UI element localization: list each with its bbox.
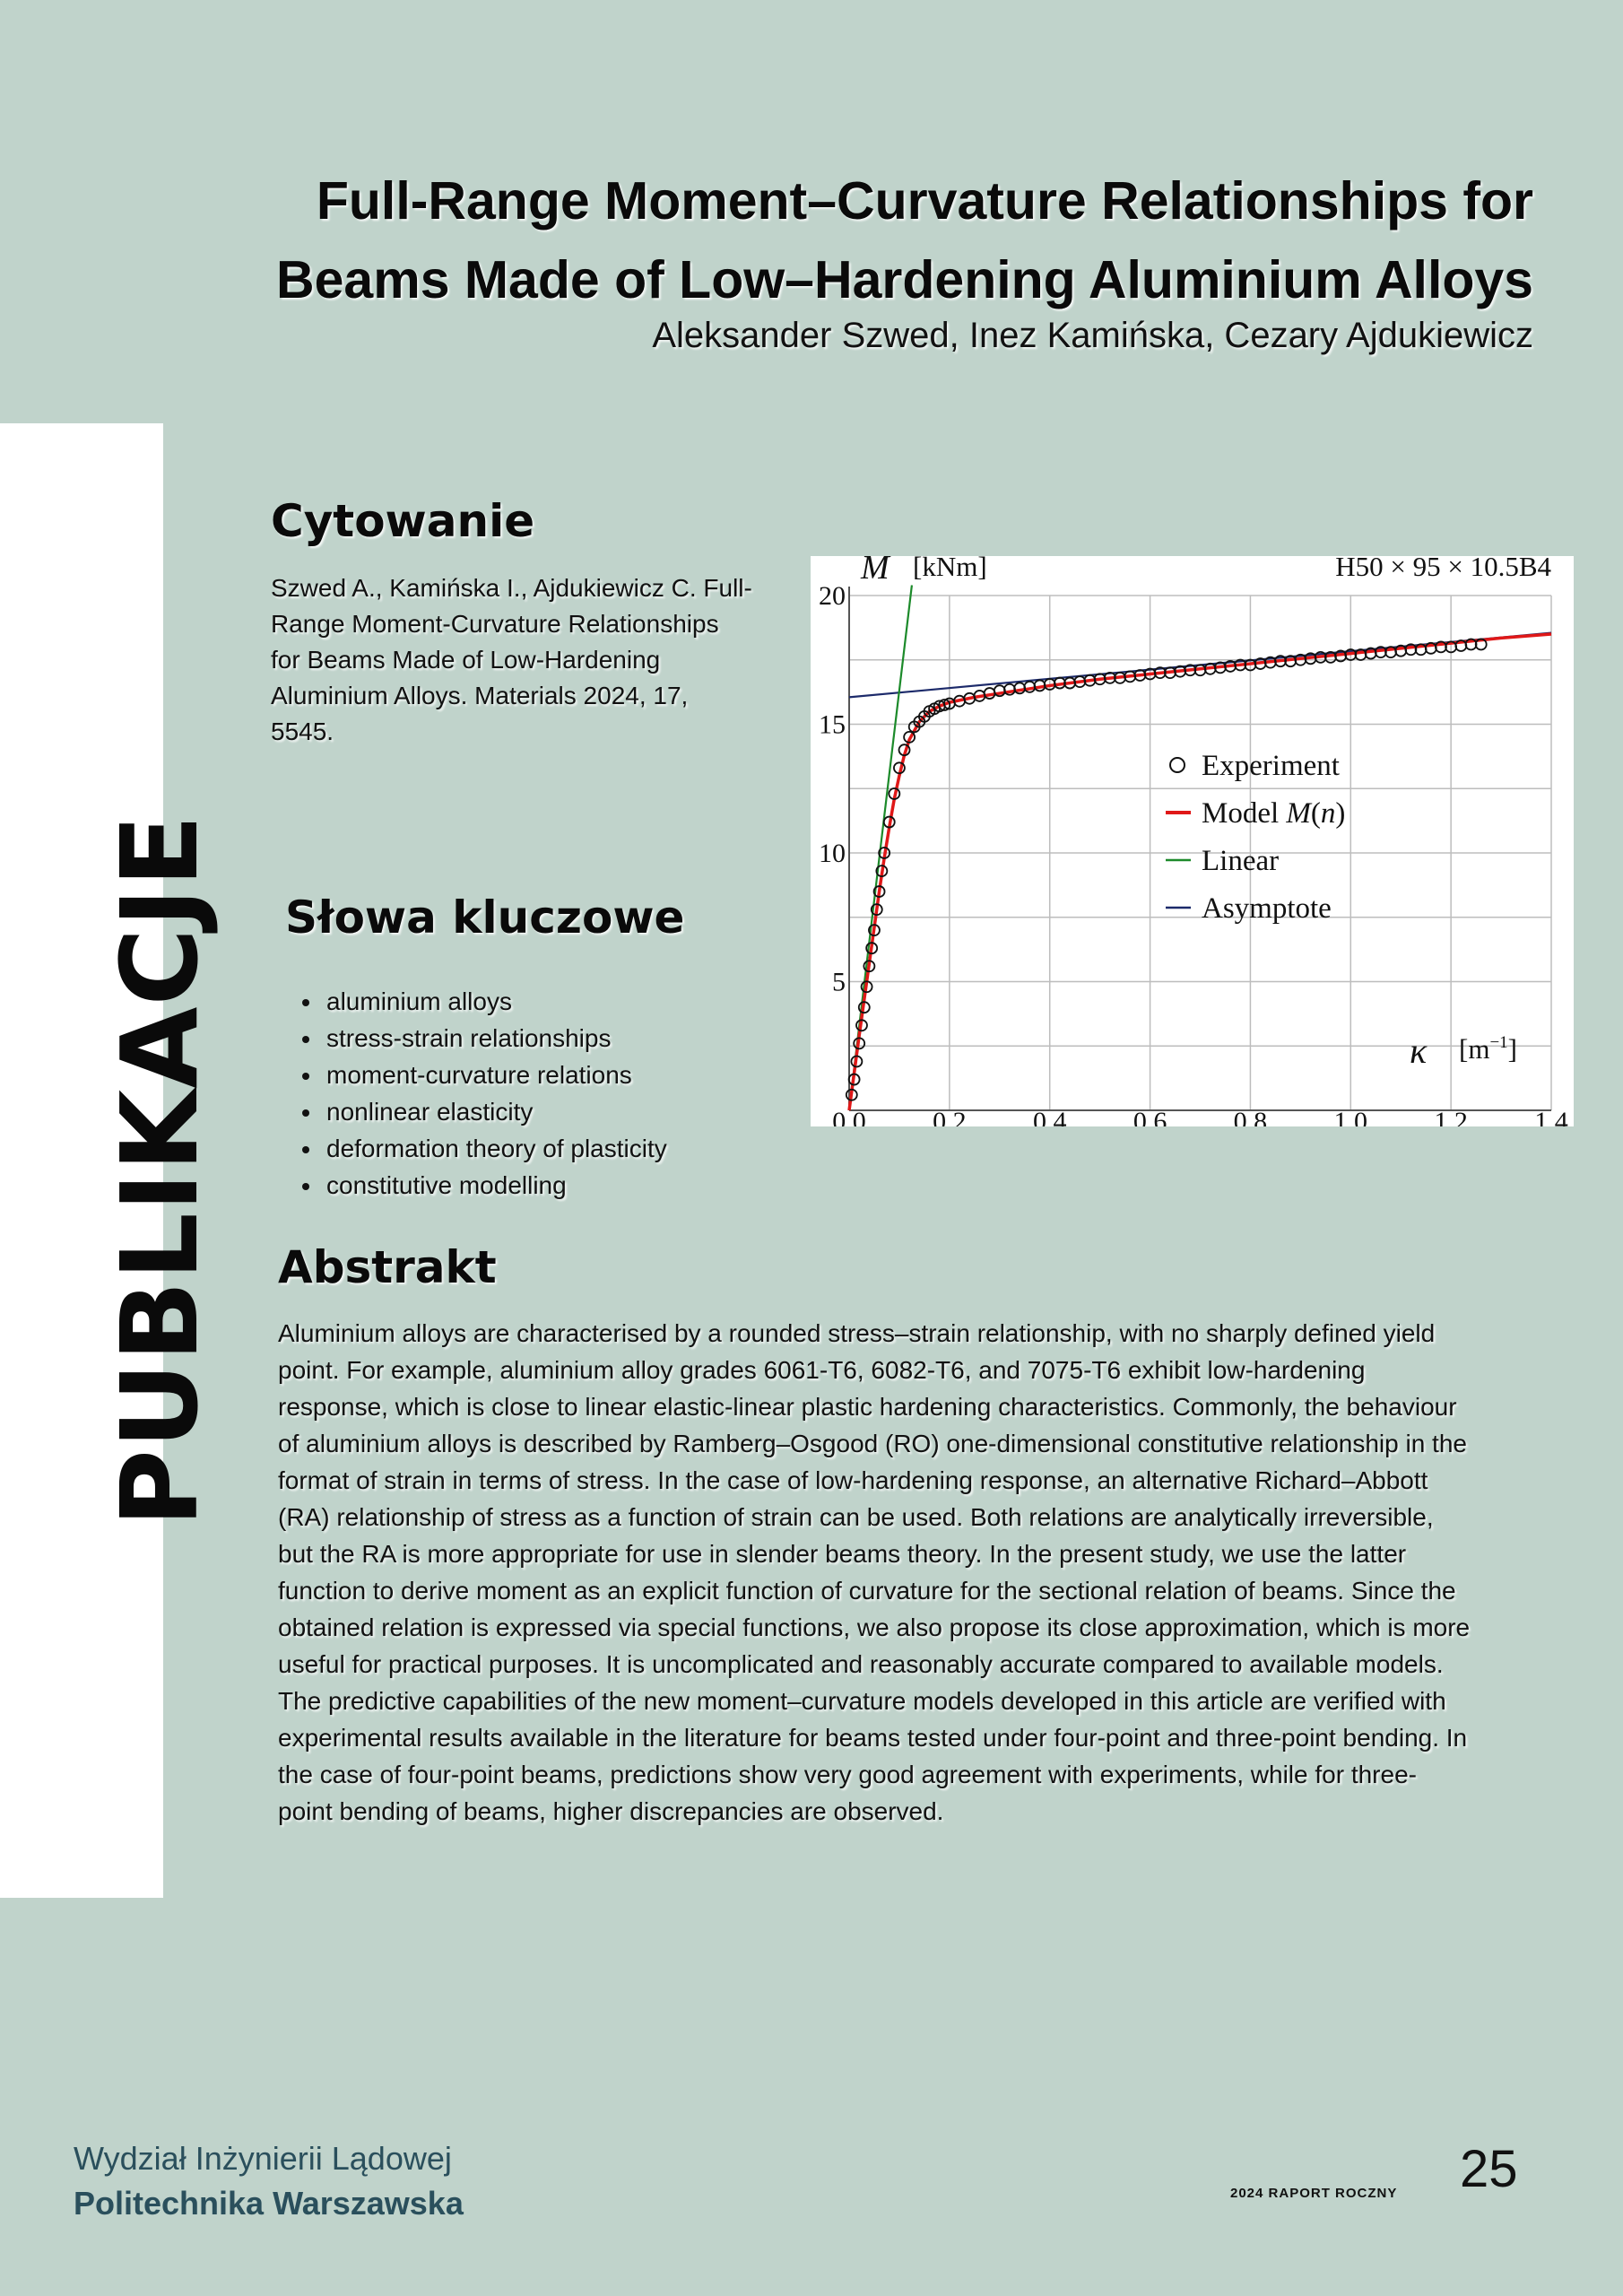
x-axis-symbol: κ (1410, 1031, 1428, 1071)
y-axis-symbol: M (861, 556, 890, 587)
legend-label: Linear (1202, 845, 1280, 877)
y-tick-label: 10 (819, 839, 846, 868)
citation-heading: Cytowanie (271, 495, 535, 547)
faculty-logo-text (74, 2136, 464, 2226)
chart-title: H50 × 95 × 10.5B4 (1335, 556, 1551, 582)
x-axis-unit-exp: −1 (1489, 1033, 1508, 1052)
x-tick-label: 1.0 (1333, 1106, 1368, 1126)
x-axis-unit-group (1459, 1033, 1517, 1065)
keywords-list (287, 983, 825, 1204)
abstract-heading: Abstrakt (278, 1241, 497, 1293)
moment-curvature-chart (811, 556, 1574, 1126)
university-name: Politechnika Warszawska (74, 2185, 464, 2222)
title-line-1: Full-Range Moment–Curvature Relationships for (316, 171, 1533, 230)
keyword-item: • stress-strain relationships (323, 1020, 825, 1057)
keyword-item: • deformation theory of plasticity (323, 1130, 825, 1167)
keyword-item: • constitutive modelling (323, 1167, 825, 1204)
x-tick-label: 0.0 (832, 1106, 866, 1126)
x-tick-label: 0.2 (933, 1106, 967, 1126)
x-axis-unit-close: ] (1507, 1033, 1517, 1065)
authors: Aleksander Szwed, Inez Kamińska, Cezary Ajdukiewicz (652, 316, 1533, 355)
report-label: 2024 RAPORT ROCZNY (1230, 2186, 1398, 2201)
keyword-item: • moment-curvature relations (323, 1057, 825, 1093)
legend-label: Experiment (1202, 750, 1340, 782)
y-tick-label: 15 (819, 709, 846, 740)
keyword-item: • nonlinear elasticity (323, 1093, 825, 1130)
x-tick-label: 0.6 (1133, 1106, 1167, 1126)
x-tick-label: 0.4 (1032, 1106, 1067, 1126)
faculty-name: Wydział Inżynierii Lądowej (74, 2140, 452, 2177)
y-tick-label: 5 (832, 967, 846, 997)
x-axis-unit: [m (1459, 1033, 1490, 1065)
section-label: PUBLIKACJE (98, 813, 221, 1527)
abstract-text: Aluminium alloys are characterised by a rounded stress–strain relationship, with no sharply defined yield point. For example, aluminium alloy grades 6061-T6, 6082-T6, and 7075-T6 exhibit low-hardening response, which is close to linear elastic-linear plastic hardening characteristics. Commonly, the behaviour of aluminium alloys is described by Ramberg–Osgood (RO) one-dimensional constitutive relationship in the format of strain in terms of stress. In the case of low-hardening response, an alternative Richard–Abbott (RA) relationship of stress as a function of strain can be used. Both relations are analytically irreversible, but the RA is more appropriate for use in slender beams theory. In the present study, we use the latter function to derive moment as an explicit function of curvature for the sectional relation of beams. Since the obtained relation is expressed via special functions, we also propose its close approximation, which is more useful for practical purposes. It is uncomplicated and reasonably accurate compared to available models. The predictive capabilities of the new moment–curvature models developed in this article are verified with experimental results available in the literature for beams tested under four-point and three-point bending. In the case of four-point beams, predictions show very good agreement with experiments, while for three-point bending of beams, higher discrepancies are observed. (278, 1319, 1471, 1825)
x-tick-label: 1.2 (1434, 1106, 1468, 1126)
y-axis-unit: [kNm] (913, 556, 987, 582)
x-tick-label: 0.8 (1233, 1106, 1268, 1126)
keywords-heading: Słowa kluczowe (285, 891, 685, 944)
title-line-2: Beams Made of Low–Hardening Aluminium Alloys (276, 250, 1533, 309)
x-tick-label: 1.4 (1534, 1106, 1568, 1126)
page-number: 25 (1460, 2140, 1518, 2198)
chart-svg (811, 556, 1574, 1126)
keyword-item: • aluminium alloys (323, 983, 825, 1020)
legend-label: Asymptote (1202, 892, 1332, 925)
y-tick-label: 20 (819, 581, 846, 611)
article-title (99, 161, 1533, 319)
legend-label: Model M(n) (1202, 797, 1346, 830)
citation-text: Szwed A., Kamińska I., Ajdukiewicz C. Full-Range Moment-Curvature Relationships for Beams Made of Low-Hardening Aluminium Alloys. Materials 2024, 17, 5545. (271, 574, 752, 745)
